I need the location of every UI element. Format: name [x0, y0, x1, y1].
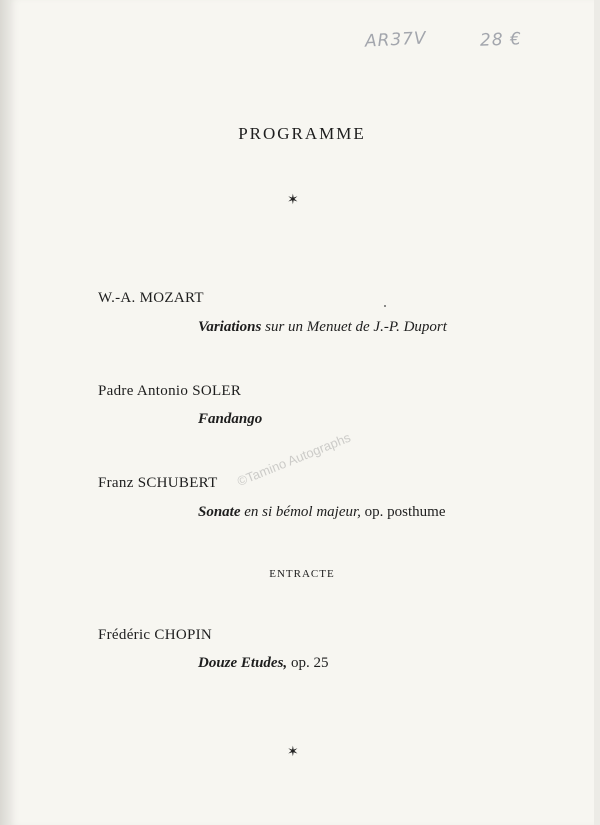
programme-sheet — [10, 0, 594, 825]
interval-label: ENTRACTE — [269, 568, 335, 580]
star-separator-icon: ✶ — [287, 193, 299, 208]
composer-name: W.-A. MOZART — [98, 290, 204, 306]
work-line — [198, 655, 328, 672]
work-detail-italic: sur un Menuet de J.-P. Duport — [265, 319, 447, 335]
work-line — [198, 319, 447, 336]
watermark: ©Tamino Autographs — [235, 429, 353, 489]
work-line — [198, 504, 446, 521]
work-line — [198, 411, 262, 428]
work-detail: op. 25 — [290, 655, 329, 671]
composer-name: Franz SCHUBERT — [98, 475, 218, 491]
pencil-price-note: 28 € — [479, 29, 523, 51]
composer-name: Frédéric CHOPIN — [98, 627, 213, 643]
work-title: Douze Etudes, — [198, 655, 288, 671]
work-title: Sonate — [198, 504, 241, 520]
composer-name: Padre Antonio SOLER — [98, 383, 242, 399]
work-title: Variations — [198, 319, 262, 335]
programme-title: PROGRAMME — [238, 124, 366, 143]
work-title: Fandango — [198, 411, 263, 427]
ink-dot — [384, 305, 386, 307]
pencil-reference-note: AR37V — [364, 28, 428, 52]
work-detail: op. posthume — [364, 504, 446, 520]
work-detail-italic: en si bémol majeur, — [244, 504, 361, 520]
star-separator-icon: ✶ — [287, 745, 299, 760]
